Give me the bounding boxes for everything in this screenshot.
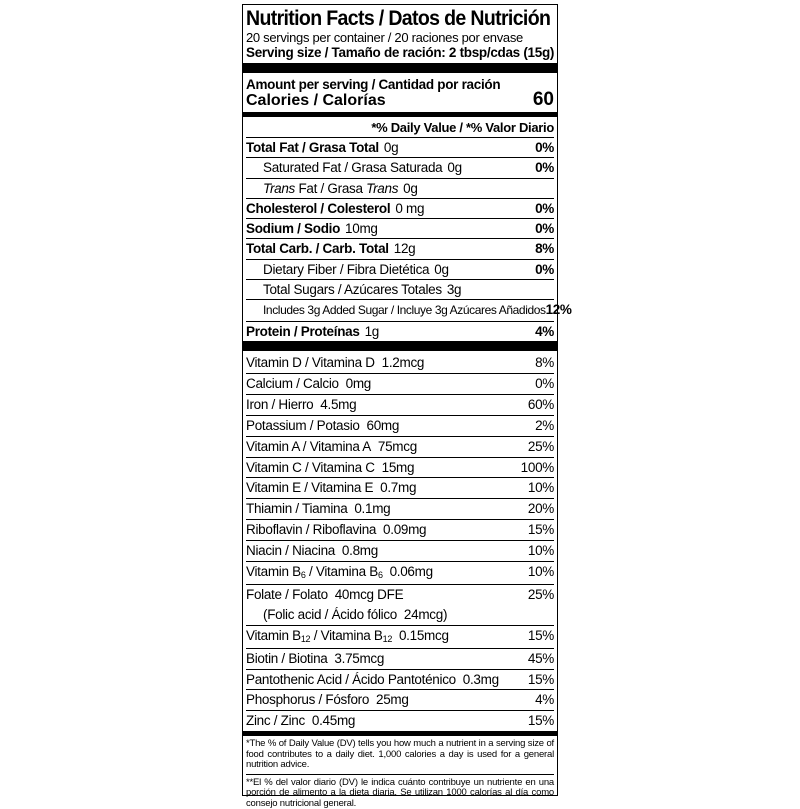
vitamin-subscript: 12 xyxy=(382,633,393,644)
vitamin-dv: 25% xyxy=(527,438,554,454)
vitamin-dv: 0% xyxy=(535,375,554,391)
nutrient-row-cholesterol xyxy=(246,198,554,218)
vitamin-dv: 15% xyxy=(527,671,554,687)
calories-row xyxy=(246,89,554,111)
calories-value: 60 xyxy=(532,89,554,110)
nutrient-label: Dietary Fiber / Fibra Dietética xyxy=(263,261,430,277)
vitamin-label: Folate / Folato xyxy=(246,586,328,602)
vitamin-label: Vitamin C / Vitamina C xyxy=(246,459,375,475)
vitamin-label: / Vitamina B xyxy=(310,627,383,643)
nutrient-label: Total Sugars / Azúcares Totales xyxy=(263,282,442,298)
nutrient-label: Sodium / Sodio xyxy=(246,221,341,237)
vitamin-label: (Folic acid / Ácido fólico xyxy=(263,606,398,622)
vitamin-dv: 10% xyxy=(527,480,554,496)
nutrient-row-added-sugar xyxy=(246,299,572,320)
nutrient-dv: 0% xyxy=(535,221,554,237)
thick-divider xyxy=(243,341,557,351)
vitamin-label: Potassium / Potasio xyxy=(246,417,360,433)
nutrient-amount: 10mg xyxy=(345,221,378,237)
nutrient-amount: 0 mg xyxy=(395,200,425,216)
vitamin-label: Biotin / Biotina xyxy=(246,650,328,666)
vitamin-label: Pantothenic Acid / Ácido Pantoténico xyxy=(246,671,456,687)
thick-divider xyxy=(243,63,557,73)
label-title: Nutrition Facts / Datos de Nutrición xyxy=(246,7,551,30)
nutrient-row-total-fat xyxy=(246,137,554,157)
vitamin-label: Vitamin D / Vitamina D xyxy=(246,354,375,370)
vitamin-amount: 0.1mg xyxy=(354,501,391,517)
vitamin-row xyxy=(246,477,554,498)
nutrition-label xyxy=(242,4,572,809)
nutrient-dv: 0% xyxy=(535,200,554,216)
vitamin-dv: 8% xyxy=(535,354,554,370)
vitamin-amount: 0.7mg xyxy=(380,480,417,496)
vitamin-amount: 40mcg DFE xyxy=(334,586,404,602)
nutrient-amount: 3g xyxy=(446,282,462,298)
vitamin-dv: 10% xyxy=(527,543,554,559)
vitamin-label: Iron / Hierro xyxy=(246,396,314,412)
vitamin-row xyxy=(246,519,554,540)
vitamin-amount: 24mcg) xyxy=(403,606,448,622)
nutrient-row-protein xyxy=(246,321,554,341)
vitamin-dv: 15% xyxy=(527,713,554,729)
vitamin-amount: 60mg xyxy=(366,417,400,433)
vitamin-dv: 60% xyxy=(527,396,554,412)
nutrient-label-trans-es: Trans xyxy=(366,180,399,196)
vitamin-dv: 10% xyxy=(527,564,554,580)
vitamin-row xyxy=(246,561,554,584)
nutrient-row-sodium xyxy=(246,218,554,238)
vitamin-row xyxy=(246,415,554,436)
nutrient-dv: 8% xyxy=(535,241,554,257)
nutrient-label: Protein / Proteínas xyxy=(246,323,360,339)
vitamin-row xyxy=(246,457,554,478)
servings-per-container: 20 servings per container / 20 raciones por envase xyxy=(246,30,523,45)
vitamin-label: Vitamin E / Vitamina E xyxy=(246,480,374,496)
vitamin-row xyxy=(246,710,554,731)
vitamin-amount: 0.09mg xyxy=(383,522,427,538)
vitamin-row xyxy=(246,689,554,710)
nutrient-dv: 4% xyxy=(535,323,554,339)
amount-per-serving: Amount per serving / Cantidad por ración xyxy=(246,77,501,92)
nutrient-amount: 0g xyxy=(403,180,418,196)
medium-divider xyxy=(243,112,557,117)
footnote-english: *The % of Daily Value (DV) tells you how much a nutrient in a serving size of food contributes to a daily diet. 1,000 calories a day is used for a general nutrition advice. xyxy=(246,738,554,771)
vitamin-amount: 75mcg xyxy=(377,438,417,454)
nutrient-list xyxy=(246,137,572,341)
vitamin-dv: 25% xyxy=(527,586,554,602)
nutrient-label: Total Carb. / Carb. Total xyxy=(246,241,389,257)
vitamin-dv: 20% xyxy=(527,501,554,517)
vitamin-amount: 1.2mcg xyxy=(381,354,425,370)
vitamin-amount: 0.3mg xyxy=(462,671,499,687)
nutrient-amount: 0g xyxy=(383,140,399,155)
vitamin-row xyxy=(246,584,554,605)
vitamin-list xyxy=(246,353,554,731)
vitamin-label: Riboflavin / Riboflavina xyxy=(246,522,377,538)
nutrient-row-total-carb xyxy=(246,238,554,258)
vitamin-subscript: 6 xyxy=(377,570,383,581)
nutrient-label: Saturated Fat / Grasa Saturada xyxy=(263,160,443,176)
nutrient-dv: 0% xyxy=(535,160,554,176)
vitamin-label: Calcium / Calcio xyxy=(246,375,339,391)
vitamin-label: Vitamin A / Vitamina A xyxy=(246,438,371,454)
nutrient-amount: 1g xyxy=(364,323,380,339)
vitamin-row xyxy=(246,373,554,394)
footnote-spanish: **El % del valor diario (DV) le indica cuánto contribuye un nutriente en una porción de alimento a la dieta diaria. Se utilizan 1000 calorías al día como consejo nutricional general. xyxy=(246,774,554,809)
vitamin-dv: 45% xyxy=(527,650,554,666)
nutrient-label: Fat / Grasa xyxy=(295,180,367,196)
vitamin-row xyxy=(246,605,554,625)
nutrient-amount: 12g xyxy=(393,241,416,257)
nutrient-label: Cholesterol / Colesterol xyxy=(246,200,391,216)
nutrient-dv: 12% xyxy=(545,302,572,318)
vitamin-label: Thiamin / Tiamina xyxy=(246,501,348,517)
vitamin-row xyxy=(246,540,554,561)
vitamin-amount: 0mg xyxy=(345,375,372,391)
nutrient-row-trans-fat xyxy=(246,178,554,198)
vitamin-amount: 0.15mcg xyxy=(398,627,449,643)
vitamin-label: Vitamin B xyxy=(246,627,301,643)
vitamin-row xyxy=(246,353,554,373)
daily-value-header: *% Daily Value / *% Valor Diario xyxy=(371,120,554,135)
vitamin-amount: 4.5mg xyxy=(320,396,357,412)
nutrient-amount: 0g xyxy=(434,261,449,277)
vitamin-label: / Vitamina B xyxy=(305,564,378,580)
vitamin-dv: 2% xyxy=(535,417,554,433)
vitamin-label: Zinc / Zinc xyxy=(246,713,305,729)
vitamin-row xyxy=(246,436,554,457)
vitamin-subscript: 6 xyxy=(300,570,306,581)
vitamin-label: Vitamin B xyxy=(246,564,301,580)
vitamin-amount: 3.75mcg xyxy=(334,650,385,666)
vitamin-dv: 100% xyxy=(520,459,554,475)
vitamin-row xyxy=(246,394,554,415)
vitamin-label: Phosphorus / Fósforo xyxy=(246,692,370,708)
nutrient-label: Includes 3g Added Sugar / Incluye 3g Azúcares Añadidos xyxy=(263,303,546,318)
nutrient-label: Total Fat / Grasa Total xyxy=(246,140,379,155)
serving-size: Serving size / Tamaño de ración: 2 tbsp/cdas (15g) xyxy=(246,45,555,60)
vitamin-amount: 0.06mg xyxy=(389,564,433,580)
vitamin-dv: 15% xyxy=(527,627,554,643)
nutrient-row-dietary-fiber xyxy=(246,259,554,279)
nutrient-row-saturated-fat xyxy=(246,157,554,177)
vitamin-amount: 0.8mg xyxy=(341,543,378,559)
vitamin-label: Niacin / Niacina xyxy=(246,543,335,559)
vitamin-amount: 0.45mg xyxy=(311,713,356,729)
vitamin-dv: 4% xyxy=(535,692,554,708)
nutrient-row-total-sugars xyxy=(246,279,554,299)
nutrient-dv: 0% xyxy=(535,261,554,277)
vitamin-subscript: 12 xyxy=(300,633,311,644)
nutrient-label-trans: Trans xyxy=(263,180,296,196)
vitamin-amount: 25mg xyxy=(375,692,409,708)
vitamin-row xyxy=(246,648,554,669)
vitamin-dv: 15% xyxy=(527,522,554,538)
nutrient-amount: 0g xyxy=(447,160,462,176)
vitamin-row xyxy=(246,625,554,648)
vitamin-row xyxy=(246,498,554,519)
vitamin-row xyxy=(246,669,554,690)
nutrient-dv: 0% xyxy=(535,140,554,155)
calories-label: Calories / Calorías xyxy=(246,92,386,109)
vitamin-amount: 15mg xyxy=(381,459,415,475)
